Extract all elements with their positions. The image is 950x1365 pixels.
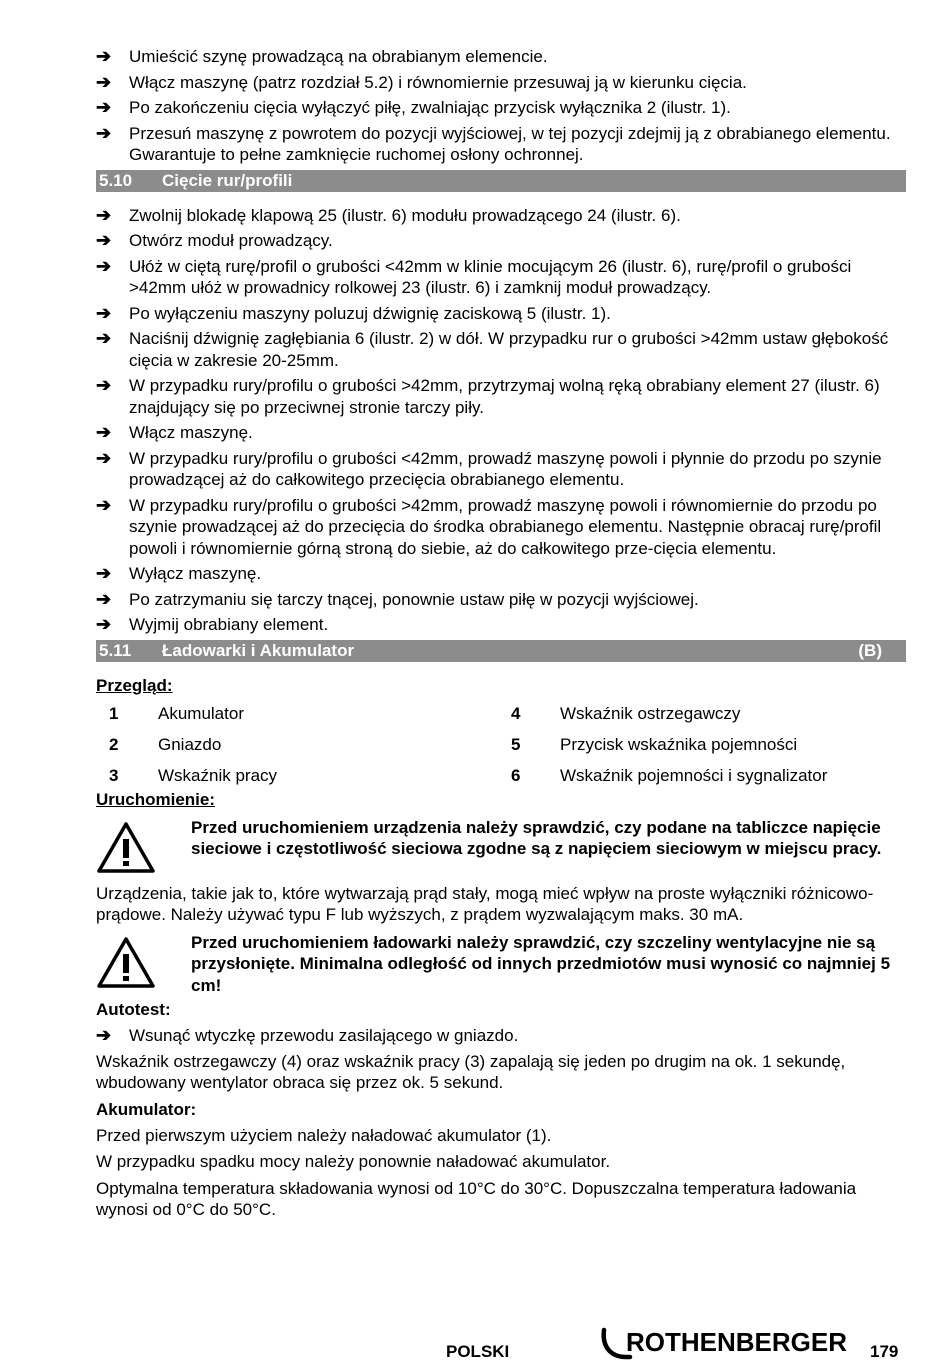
- overview-item-number: 6: [511, 765, 521, 785]
- overview-item-number: 3: [109, 765, 119, 785]
- page-footer: [0, 1320, 950, 1362]
- list-item: ➔ W przypadku rury/profilu o grubości <42mm, prowadź maszynę powoli i płynnie do przodu po szynie prowadzącej aż do całkowitego przecięcia obrabianego elementu.: [96, 447, 882, 489]
- warning-block: [96, 817, 906, 880]
- section-title: Cięcie rur/profili: [162, 170, 293, 190]
- overview-item-number: 1: [109, 703, 119, 723]
- list-item: ➔ Zwolnij blokadę klapową 25 (ilustr. 6) modułu prowadzącego 24 (ilustr. 6).: [96, 204, 681, 225]
- paragraph: W przypadku spadku mocy należy ponownie naładować akumulator.: [96, 1152, 611, 1171]
- arrow-right-icon: ➔: [96, 494, 112, 515]
- arrow-right-icon: ➔: [96, 447, 112, 468]
- startup-heading: Uruchomienie:: [96, 789, 216, 809]
- page-number: 179: [870, 1342, 899, 1361]
- arrow-right-icon: ➔: [96, 97, 112, 117]
- section-number: 5.11: [99, 640, 132, 660]
- paragraph: Przed pierwszym użyciem należy naładować akumulator (1).: [96, 1125, 552, 1145]
- list-item: ➔ Włącz maszynę (patrz rozdział 5.2) i równomiernie przesuwaj ją w kierunku cięcia.: [96, 71, 747, 92]
- warning-text: Przed uruchomieniem urządzenia należy sprawdzić, czy podane na tabliczce napięcie sieciowe i częstotliwość sieciowa zgodne są z napięciem sieciowym w miejscu pracy.: [191, 817, 882, 858]
- arrow-right-icon: ➔: [96, 122, 112, 143]
- overview-item-label: Wskaźnik pojemności i sygnalizator: [560, 765, 828, 785]
- manual-page: [96, 46, 906, 1226]
- arrow-right-icon: ➔: [96, 375, 112, 395]
- overview-item-number: 2: [109, 734, 119, 754]
- warning-text: Przed uruchomieniem ładowarki należy sprawdzić, czy szczeliny wentylacyjne nie są przysłonięte. Minimalna odległość od innych przedmiotów musi wynosić co najmniej 5 cm!: [191, 932, 891, 995]
- section-title: Ładowarki i Akumulator: [162, 640, 355, 660]
- rothenberger-logo: [600, 1324, 850, 1365]
- paragraph: Optymalna temperatura składowania wynosi od 10°C do 30°C. Dopuszczalna temperatura ładowania wynosi od 0°C do 50°C.: [96, 1178, 857, 1219]
- section-number: 5.10: [99, 170, 133, 190]
- arrow-right-icon: ➔: [96, 422, 112, 442]
- bullet-list-5-10: [96, 205, 906, 636]
- overview-item-number: 4: [511, 703, 521, 723]
- arrow-right-icon: ➔: [96, 204, 112, 225]
- overview-item-label: Wskaźnik ostrzegawczy: [560, 703, 741, 723]
- warning-triangle-icon: [96, 932, 191, 995]
- section-header-5-10: [96, 170, 906, 192]
- overview-list: [96, 703, 906, 787]
- arrow-right-icon: ➔: [96, 1025, 112, 1045]
- arrow-right-icon: ➔: [96, 46, 112, 66]
- list-item: ➔ Po zatrzymaniu się tarczy tnącej, ponownie ustaw piłę w pozycji wyjściowej.: [96, 588, 699, 609]
- battery-heading: Akumulator:: [96, 1099, 197, 1119]
- list-item: ➔ W przypadku rury/profilu o grubości >42mm, przytrzymaj wolną ręką obrabiany element 27 (ilustr. 6) znajdujący się po przeciwnej stronie tarczy piły.: [96, 375, 880, 417]
- section-header-5-11: [96, 640, 906, 662]
- list-item: ➔ Po zakończeniu cięcia wyłączyć piłę, zwalniając przycisk wyłącznika 2 (ilustr. 1).: [96, 97, 731, 117]
- logo-text: ROTHENBERGER: [626, 1327, 848, 1357]
- overview-item-label: Przycisk wskaźnika pojemności: [560, 734, 798, 754]
- arrow-right-icon: ➔: [96, 588, 112, 609]
- overview-heading: Przegląd:: [96, 675, 173, 695]
- overview-item-label: Wskaźnik pracy: [158, 765, 278, 785]
- paragraph: Urządzenia, takie jak to, które wytwarzają prąd stały, mogą mieć wpływ na proste wyłączniki różnicowo- prądowe. Należy używać typu F lub wyższych, z prądem wyzwalającym maks. 30 mA.: [96, 883, 874, 924]
- list-item: ➔ Wyjmij obrabiany element.: [96, 614, 329, 634]
- overview-item-number: 5: [511, 734, 521, 754]
- arrow-right-icon: ➔: [96, 302, 112, 323]
- arrow-right-icon: ➔: [96, 255, 112, 276]
- arrow-right-icon: ➔: [96, 71, 112, 92]
- warning-block: [96, 932, 906, 997]
- arrow-right-icon: ➔: [96, 563, 112, 583]
- list-item: ➔ Po wyłączeniu maszyny poluzuj dźwignię zaciskową 5 (ilustr. 1).: [96, 302, 611, 323]
- overview-item-label: Gniazdo: [158, 734, 222, 754]
- list-item: ➔ Włącz maszynę.: [96, 422, 253, 442]
- paragraph: Wskaźnik ostrzegawczy (4) oraz wskaźnik pracy (3) zapalają się jeden po drugim na ok. 1 sekundę, wbudowany wentylator obraca się przez ok. 5 sekund.: [96, 1051, 846, 1092]
- section-tag: (B): [858, 640, 882, 660]
- arrow-right-icon: ➔: [96, 614, 112, 634]
- warning-triangle-icon: [96, 817, 191, 880]
- overview-item-label: Akumulator: [158, 703, 244, 723]
- list-item: ➔ Otwórz moduł prowadzący.: [96, 230, 333, 250]
- list-item: ➔ Przesuń maszynę z powrotem do pozycji wyjściowej, w tej pozycji zdejmij ją z obrabianego elementu. Gwarantuje to pełne zamknięcie ruchomej osłony ochronnej.: [96, 122, 891, 164]
- list-item: ➔ Naciśnij dźwignię zagłębiania 6 (ilustr. 2) w dół. W przypadku rur o grubości >42mm ustaw głębokość cięcia w zakresie 20-25mm.: [96, 328, 889, 370]
- footer-language: POLSKI: [446, 1342, 510, 1361]
- arrow-right-icon: ➔: [96, 328, 112, 348]
- bullet-list-top: [96, 46, 906, 166]
- list-item: ➔ Umieścić szynę prowadzącą na obrabianym elemencie.: [96, 46, 548, 66]
- list-item: ➔ Ułóż w ciętą rurę/profil o grubości <42mm w klinie mocującym 26 (ilustr. 6), rurę/profil o grubości >42mm ułóż w prowadnicy rolkowej 23 (ilustr. 6) i zamknij moduł prowadzący.: [96, 255, 852, 297]
- list-item: ➔ Wsunąć wtyczkę przewodu zasilającego w gniazdo.: [96, 1025, 519, 1045]
- arrow-right-icon: ➔: [96, 230, 112, 250]
- list-item: ➔ Wyłącz maszynę.: [96, 563, 262, 583]
- autotest-heading: Autotest:: [96, 1000, 171, 1019]
- list-item: ➔ W przypadku rury/profilu o grubości >42mm, prowadź maszynę powoli i równomiernie do przodu po szynie prowadzącej aż do przecięcia do środka obrabianego elementu. Następnie obracaj rurę/profil powoli i równomiernie górną stroną do siebie, aż do całkowitego prze-cięcia elementu.: [96, 494, 882, 558]
